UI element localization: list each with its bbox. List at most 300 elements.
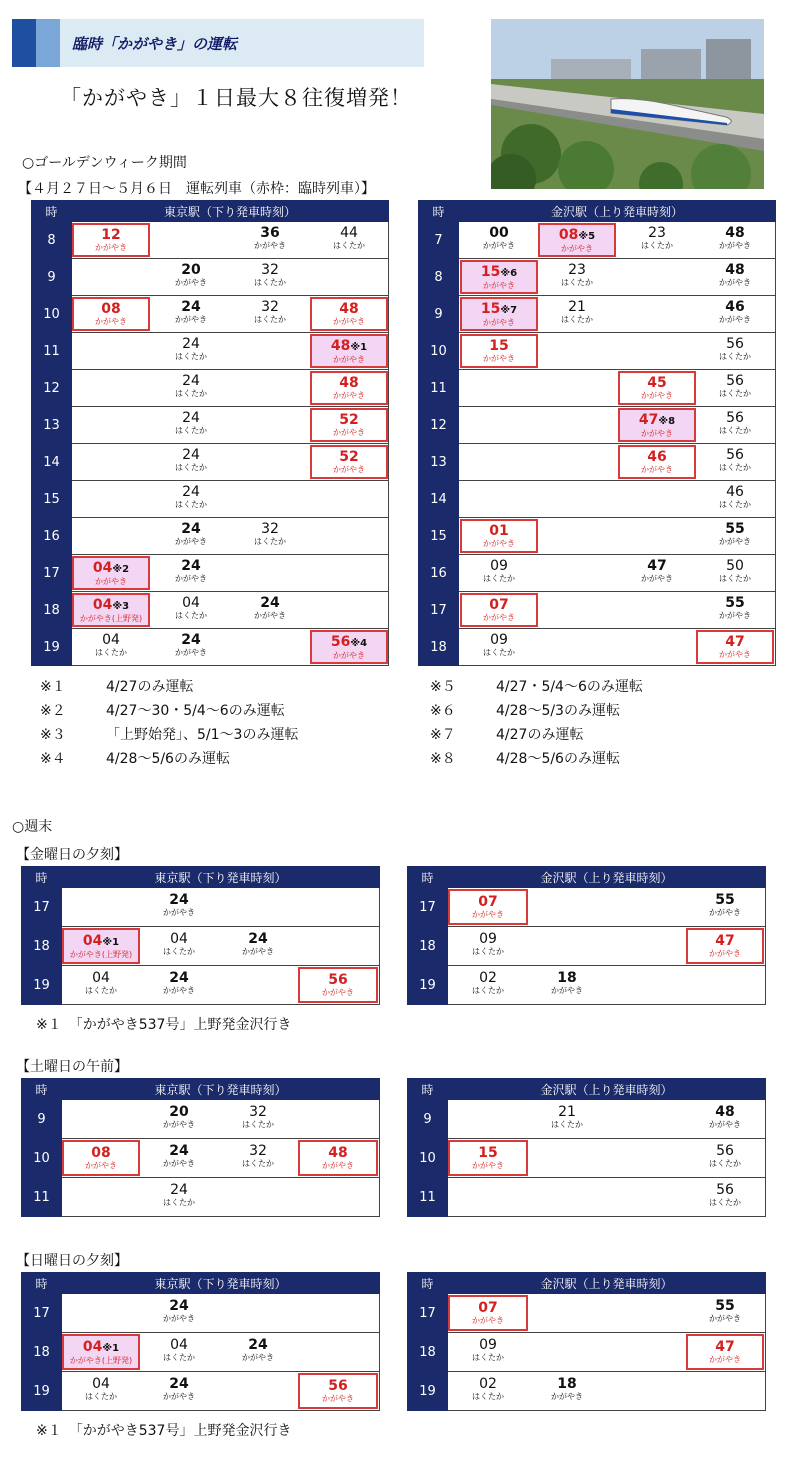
table-row: [32, 407, 389, 444]
departure-minute: 24: [182, 410, 200, 426]
note-mark: ※5: [578, 231, 596, 242]
train-name: はくたか: [709, 1198, 741, 1207]
table-row: [408, 1294, 766, 1333]
table-row: [419, 481, 776, 518]
departure-time: [310, 223, 388, 257]
train-name: はくたか: [483, 648, 515, 657]
departure-minute: 24: [182, 336, 200, 352]
train-name: はくたか: [175, 500, 207, 509]
table-row: [419, 629, 776, 666]
train-name: かがやき: [483, 613, 515, 622]
sun-down-table: [21, 1272, 380, 1411]
departure-minute: 21: [558, 1104, 576, 1120]
gw-notes-left: ※１ 4/27のみ運転 ※２ 4/27～30・5/4～6のみ運転 ※３ 「上野始発」、5/1～3のみ運転 ※４ 4/28～5/6のみ運転: [40, 679, 299, 767]
train-name: かがやき: [242, 1353, 274, 1362]
departure-time: [298, 1373, 378, 1409]
departure-time: [310, 630, 388, 664]
departure-time: [538, 297, 616, 331]
departure-minute: 32: [261, 262, 279, 278]
departure-time: [696, 408, 774, 442]
departure-time: [460, 260, 538, 294]
hour-cell: 18: [32, 592, 72, 629]
train-name: かがやき: [175, 537, 207, 546]
hour-cell: 9: [419, 296, 459, 333]
departure-minute: 56: [716, 1143, 734, 1159]
hour-cell: 18: [22, 927, 62, 966]
train-name: はくたか: [254, 315, 286, 324]
note-mark: ※6: [500, 268, 518, 279]
departure-minute: 48: [339, 301, 359, 317]
train-name: はくたか: [95, 648, 127, 657]
train-name: かがやき: [551, 986, 583, 995]
train-name: はくたか: [561, 315, 593, 324]
hour-cell: 17: [408, 888, 448, 927]
departure-time: [448, 967, 528, 1003]
train-name: かがやき: [719, 650, 751, 659]
table-row: [32, 333, 389, 370]
departure-time: [152, 519, 230, 553]
table-row: [22, 1372, 380, 1411]
note-mark: ※1: [350, 342, 368, 353]
table-row: [32, 629, 389, 666]
departure-minute: 56: [330, 634, 351, 650]
table-row: [408, 927, 766, 966]
train-name: はくたか: [242, 1120, 274, 1129]
departure-time: [152, 482, 230, 516]
train-name: かがやき: [472, 1161, 504, 1170]
departure-time: [152, 630, 230, 664]
gw-notes-right: ※５ 4/27・5/4～6のみ運転 ※６ 4/28～5/3のみ運転 ※７ 4/27のみ運転 ※８ 4/28～5/6のみ運転: [430, 679, 643, 767]
departure-time: [538, 223, 616, 257]
banner-title: 臨時「かがやき」の運転: [72, 35, 238, 53]
departure-time: [448, 1295, 528, 1331]
departure-minute: 04: [102, 632, 120, 648]
train-name: かがやき: [472, 1316, 504, 1325]
train-name: かがやき: [333, 391, 365, 400]
table-row: [408, 966, 766, 1005]
train-name: かがやき: [163, 1120, 195, 1129]
departure-time: [218, 1101, 298, 1137]
train-name: はくたか: [472, 1392, 504, 1401]
hour-cell: 8: [32, 222, 72, 259]
departure-minute: 48: [725, 225, 745, 241]
departure-minute: 47: [647, 558, 667, 574]
hour-cell: 15: [419, 518, 459, 555]
train-name: かがやき: [641, 429, 673, 438]
hour-cell: 18: [419, 629, 459, 666]
table-row: [419, 407, 776, 444]
hour-cell: 12: [419, 407, 459, 444]
train-name: はくたか: [483, 574, 515, 583]
departure-time: [218, 1334, 298, 1370]
train-name: はくたか: [175, 426, 207, 435]
departure-time: [152, 445, 230, 479]
departure-time: [528, 1373, 606, 1409]
station-column-header: 東京駅（下り発車時刻）: [62, 867, 380, 888]
departure-time: [140, 1334, 218, 1370]
departure-time: [152, 260, 230, 294]
hour-column-header: 時: [408, 867, 448, 888]
departure-time: [298, 1140, 378, 1176]
departure-time: [618, 556, 696, 590]
departure-minute: 24: [170, 1182, 188, 1198]
table-row: [419, 518, 776, 555]
departure-minute: 07: [478, 894, 498, 910]
train-name: はくたか: [719, 352, 751, 361]
note-mark: ※2: [112, 564, 130, 575]
hour-cell: 19: [22, 966, 62, 1005]
train-name: かがやき: [322, 1394, 354, 1403]
departure-minute: 48: [725, 262, 745, 278]
table-row: [22, 1100, 380, 1139]
train-name: はくたか: [242, 1159, 274, 1168]
train-name: かがやき(上野発): [79, 614, 143, 623]
departure-time: [152, 371, 230, 405]
departure-time: [448, 1373, 528, 1409]
departure-minute: 50: [726, 558, 744, 574]
train-name: はくたか: [709, 1159, 741, 1168]
hour-cell: 10: [22, 1139, 62, 1178]
hour-cell: 11: [419, 370, 459, 407]
departure-time: [460, 556, 538, 590]
train-name: かがやき: [254, 241, 286, 250]
departure-minute: 32: [261, 521, 279, 537]
departure-time: [230, 223, 310, 257]
table-row: [32, 222, 389, 259]
train-name: かがやき: [561, 244, 593, 253]
departure-minute: 08: [558, 227, 579, 243]
departure-minute: 32: [249, 1104, 267, 1120]
sat-title: 【土曜日の午前】: [16, 1059, 128, 1075]
train-name: はくたか: [472, 947, 504, 956]
departure-time: [618, 408, 696, 442]
hour-cell: 14: [32, 444, 72, 481]
hour-cell: 11: [22, 1178, 62, 1217]
hour-column-header: 時: [408, 1079, 448, 1100]
departure-minute: 04: [92, 597, 113, 613]
departure-time: [448, 1140, 528, 1176]
train-name: かがやき: [483, 539, 515, 548]
train-name: かがやき: [333, 355, 365, 364]
departure-minute: 18: [557, 1376, 577, 1392]
fri-title: 【金曜日の夕刻】: [16, 847, 128, 863]
departure-minute: 04: [182, 595, 200, 611]
departure-minute: 09: [490, 632, 508, 648]
note-mark: ※8: [658, 416, 676, 427]
train-name: かがやき: [242, 947, 274, 956]
train-name: かがやき: [641, 574, 673, 583]
hour-cell: 16: [419, 555, 459, 592]
gw-down-table: [31, 200, 389, 666]
train-name: かがやき: [709, 1120, 741, 1129]
departure-minute: 01: [489, 523, 509, 539]
departure-time: [218, 1140, 298, 1176]
departure-time: [218, 928, 298, 964]
hour-cell: 18: [408, 927, 448, 966]
header-banner: [12, 19, 424, 67]
hour-column-header: 時: [22, 867, 62, 888]
departure-minute: 46: [726, 484, 744, 500]
departure-minute: 56: [328, 1378, 348, 1394]
train-name: かがやき: [85, 1161, 117, 1170]
table-row: [22, 1294, 380, 1333]
train-name: かがやき: [709, 1355, 741, 1364]
station-column-header: 金沢駅（上り発車時刻）: [448, 867, 766, 888]
departure-time: [152, 593, 230, 627]
hour-cell: 13: [32, 407, 72, 444]
departure-minute: 04: [92, 1376, 110, 1392]
departure-minute: 07: [489, 597, 509, 613]
train-name: はくたか: [85, 986, 117, 995]
departure-minute: 32: [261, 299, 279, 315]
note-mark: ※1: [102, 1343, 120, 1354]
departure-minute: 08: [91, 1145, 111, 1161]
departure-minute: 04: [82, 1339, 103, 1355]
departure-time: [618, 445, 696, 479]
hour-cell: 10: [408, 1139, 448, 1178]
train-name: はくたか: [719, 389, 751, 398]
departure-time: [696, 630, 774, 664]
sun-title: 【日曜日の夕刻】: [16, 1253, 128, 1269]
train-name: はくたか: [163, 1198, 195, 1207]
departure-minute: 46: [725, 299, 745, 315]
gw-period: 【４月２７日～５月６日 運転列車（赤枠：臨時列車）】: [18, 181, 375, 197]
train-name: かがやき: [719, 611, 751, 620]
departure-minute: 09: [490, 558, 508, 574]
departure-time: [230, 593, 310, 627]
departure-time: [460, 593, 538, 627]
train-name: かがやき: [333, 651, 365, 660]
train-name: かがやき: [254, 611, 286, 620]
departure-minute: 56: [726, 336, 744, 352]
departure-minute: 24: [248, 1337, 268, 1353]
train-name: かがやき: [95, 577, 127, 586]
departure-minute: 24: [169, 1376, 189, 1392]
departure-time: [72, 630, 150, 664]
departure-minute: 15: [489, 338, 509, 354]
departure-time: [140, 1101, 218, 1137]
table-row: [419, 333, 776, 370]
departure-time: [460, 334, 538, 368]
departure-time: [686, 928, 764, 964]
train-name: かがやき: [719, 278, 751, 287]
departure-time: [460, 519, 538, 553]
departure-minute: 15: [480, 301, 501, 317]
hour-cell: 17: [22, 888, 62, 927]
hour-cell: 19: [32, 629, 72, 666]
departure-time: [696, 334, 774, 368]
departure-minute: 02: [479, 970, 497, 986]
train-name: かがやき: [483, 281, 515, 290]
departure-minute: 52: [339, 412, 359, 428]
departure-time: [230, 519, 310, 553]
departure-minute: 04: [170, 931, 188, 947]
table-row: [22, 1139, 380, 1178]
departure-time: [310, 408, 388, 442]
note-mark: ※7: [500, 305, 518, 316]
hour-cell: 18: [22, 1333, 62, 1372]
train-name: かがやき: [95, 243, 127, 252]
departure-time: [528, 967, 606, 1003]
departure-time: [460, 630, 538, 664]
sun-up-table: [407, 1272, 766, 1411]
departure-minute: 23: [648, 225, 666, 241]
hour-cell: 10: [419, 333, 459, 370]
note-mark: ※3: [112, 601, 130, 612]
train-name: かがやき: [483, 318, 515, 327]
departure-minute: 24: [181, 558, 201, 574]
hour-cell: 16: [32, 518, 72, 555]
train-name: かがやき: [163, 1159, 195, 1168]
departure-time: [696, 556, 774, 590]
departure-minute: 15: [480, 264, 501, 280]
departure-minute: 55: [715, 1298, 735, 1314]
departure-time: [696, 260, 774, 294]
train-name: かがやき: [175, 648, 207, 657]
gw-section-title: ○ゴールデンウィーク期間: [22, 155, 187, 171]
departure-time: [310, 371, 388, 405]
table-row: [32, 555, 389, 592]
departure-time: [528, 1101, 606, 1137]
departure-time: [310, 334, 388, 368]
departure-minute: 24: [182, 447, 200, 463]
departure-minute: 48: [328, 1145, 348, 1161]
train-name: かがやき: [483, 241, 515, 250]
departure-time: [298, 967, 378, 1003]
train-name: はくたか: [719, 463, 751, 472]
departure-minute: 24: [181, 299, 201, 315]
table-row: [22, 888, 380, 927]
departure-minute: 08: [101, 301, 121, 317]
train-name: かがやき: [175, 315, 207, 324]
table-row: [408, 888, 766, 927]
departure-time: [140, 1373, 218, 1409]
departure-minute: 20: [181, 262, 201, 278]
departure-minute: 12: [101, 227, 121, 243]
departure-minute: 15: [478, 1145, 498, 1161]
departure-minute: 32: [249, 1143, 267, 1159]
departure-minute: 09: [479, 931, 497, 947]
departure-minute: 00: [489, 225, 509, 241]
table-row: [32, 370, 389, 407]
departure-time: [696, 445, 774, 479]
departure-minute: 47: [725, 634, 745, 650]
departure-minute: 04: [92, 970, 110, 986]
train-name: かがやき: [709, 908, 741, 917]
departure-time: [686, 1140, 764, 1176]
table-row: [32, 481, 389, 518]
departure-time: [152, 556, 230, 590]
train-name: はくたか: [719, 500, 751, 509]
departure-minute: 45: [647, 375, 667, 391]
hour-cell: 8: [419, 259, 459, 296]
table-row: [22, 1178, 380, 1217]
table-row: [22, 966, 380, 1005]
departure-minute: 56: [726, 373, 744, 389]
departure-minute: 04: [82, 933, 103, 949]
station-column-header: 金沢駅（上り発車時刻）: [448, 1079, 766, 1100]
train-name: かがやき: [641, 465, 673, 474]
departure-time: [696, 593, 774, 627]
table-row: [419, 592, 776, 629]
departure-time: [460, 223, 538, 257]
departure-minute: 24: [248, 931, 268, 947]
departure-minute: 24: [181, 632, 201, 648]
train-name: はくたか: [333, 241, 365, 250]
train-name: かがやき: [472, 910, 504, 919]
train-name: はくたか: [254, 537, 286, 546]
table-row: [32, 518, 389, 555]
fri-up-table: [407, 866, 766, 1005]
train-name: はくたか: [551, 1120, 583, 1129]
sun-note: ※１ 「かがやき537号」上野発金沢行き: [36, 1423, 292, 1439]
hour-column-header: 時: [22, 1079, 62, 1100]
departure-minute: 07: [478, 1300, 498, 1316]
headline: 「かがやき」１日最大８往復増発！: [60, 86, 412, 110]
train-name: かがやき: [95, 317, 127, 326]
departure-minute: 44: [340, 225, 358, 241]
departure-minute: 56: [716, 1182, 734, 1198]
departure-time: [696, 519, 774, 553]
departure-minute: 36: [260, 225, 280, 241]
table-row: [419, 296, 776, 333]
weekend-section-title: ○週末: [12, 819, 53, 835]
table-row: [408, 1372, 766, 1411]
station-column-header: 金沢駅（上り発車時刻）: [448, 1273, 766, 1294]
train-name: かがやき: [333, 317, 365, 326]
table-row: [32, 259, 389, 296]
fri-down-table: [21, 866, 380, 1005]
departure-minute: 55: [715, 892, 735, 908]
hour-cell: 17: [22, 1294, 62, 1333]
departure-minute: 24: [169, 1298, 189, 1314]
hour-cell: 17: [408, 1294, 448, 1333]
departure-time: [310, 445, 388, 479]
hour-cell: 14: [419, 481, 459, 518]
train-name: かがやき: [163, 1314, 195, 1323]
departure-minute: 24: [169, 1143, 189, 1159]
train-name: かがやき: [551, 1392, 583, 1401]
departure-time: [686, 1295, 764, 1331]
train-name: はくたか: [163, 947, 195, 956]
train-name: かがやき: [322, 1161, 354, 1170]
departure-time: [140, 928, 218, 964]
departure-time: [140, 967, 218, 1003]
train-name: はくたか: [719, 426, 751, 435]
departure-minute: 47: [638, 412, 659, 428]
train-name: かがやき: [163, 986, 195, 995]
departure-time: [62, 1140, 140, 1176]
departure-minute: 24: [181, 521, 201, 537]
departure-minute: 18: [557, 970, 577, 986]
train-name: かがやき: [163, 908, 195, 917]
departure-time: [140, 889, 218, 925]
departure-minute: 47: [715, 1339, 735, 1355]
table-row: [419, 555, 776, 592]
hour-column-header: 時: [32, 201, 72, 222]
train-name: はくたか: [163, 1353, 195, 1362]
departure-minute: 48: [330, 338, 351, 354]
hour-cell: 19: [408, 966, 448, 1005]
departure-minute: 46: [647, 449, 667, 465]
train-name: かがやき: [483, 354, 515, 363]
train-name: はくたか: [175, 389, 207, 398]
departure-time: [686, 1101, 764, 1137]
station-column-header: 金沢駅（上り発車時刻）: [459, 201, 776, 222]
train-name: はくたか: [254, 278, 286, 287]
hour-cell: 13: [419, 444, 459, 481]
departure-minute: 04: [92, 560, 113, 576]
